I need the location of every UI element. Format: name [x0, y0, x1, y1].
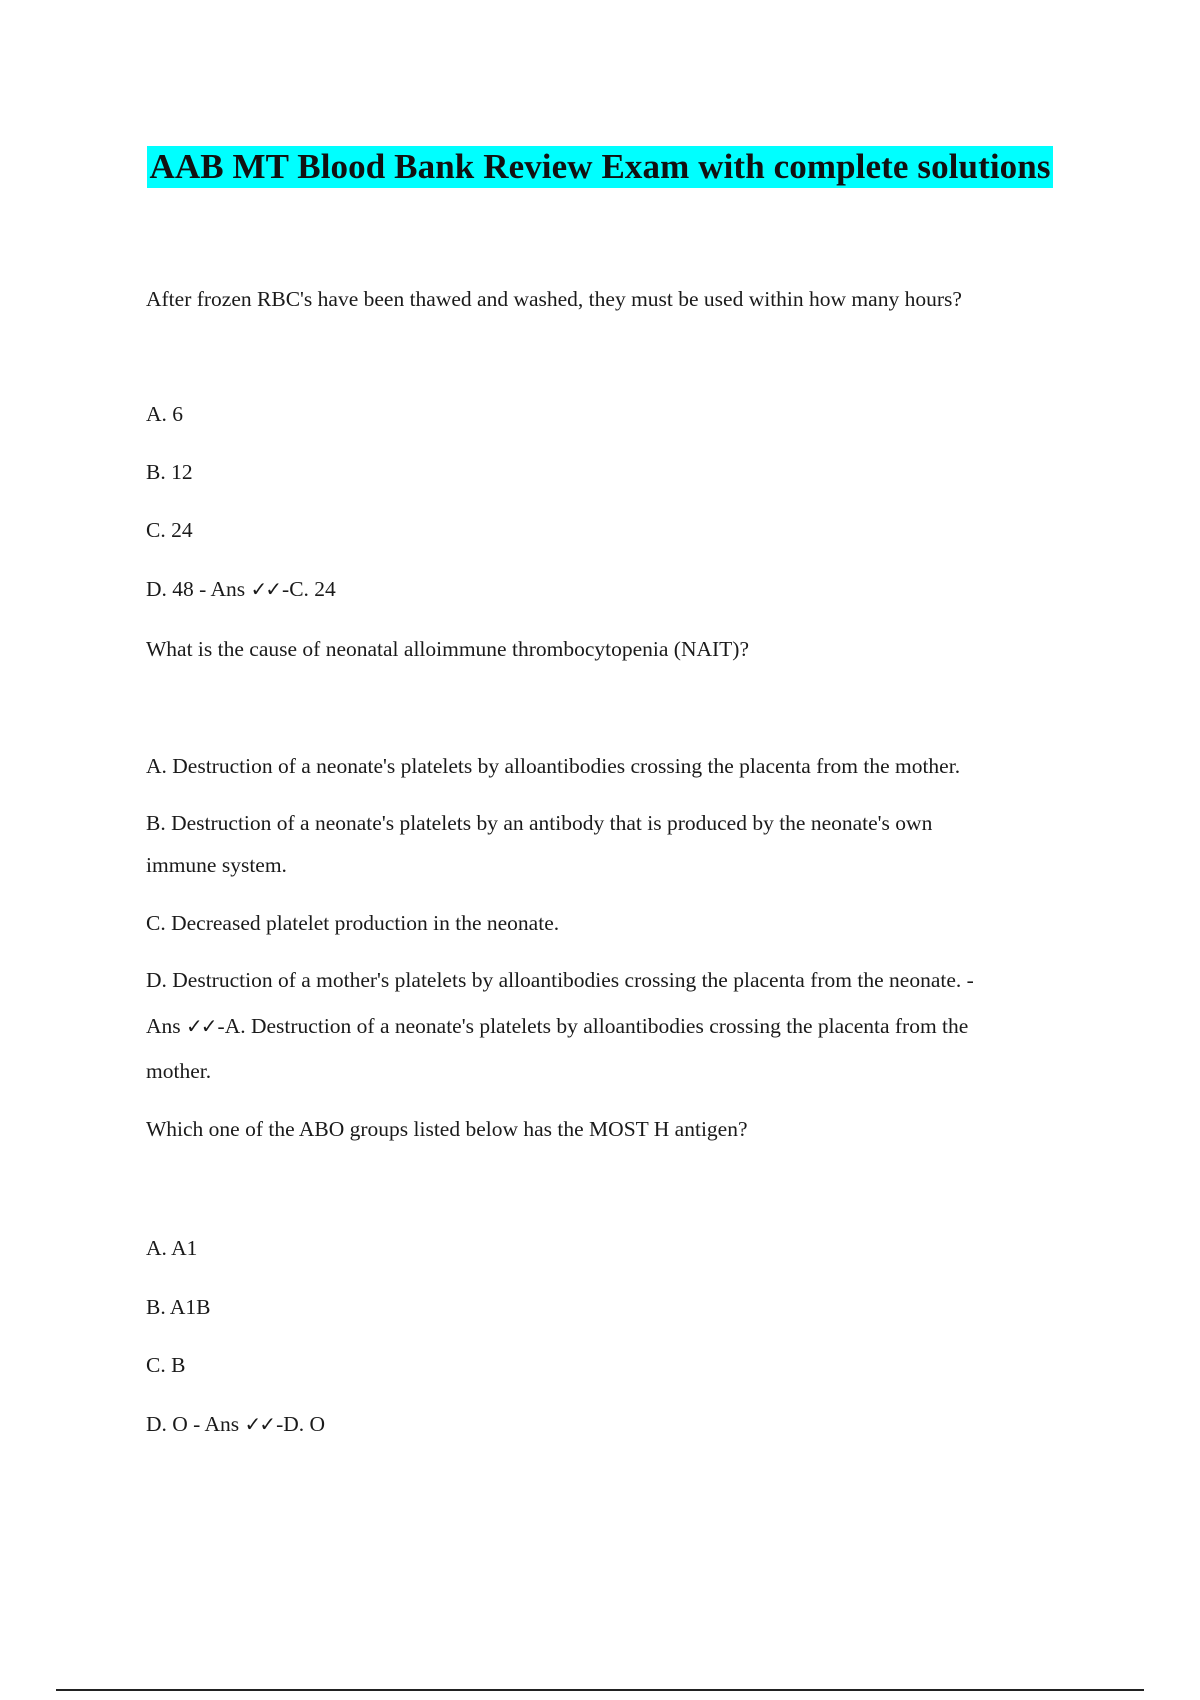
check-mark-icon: ✓✓: [250, 577, 281, 601]
question-1-option-d: D. 48 - Ans: [146, 577, 251, 601]
question-3-option-d: D. O - Ans: [146, 1412, 245, 1436]
question-3-text: Which one of the ABO groups listed below has the MOST H antigen?: [146, 1117, 748, 1141]
question-2-answer: -A. Destruction of a neonate's platelets by alloantibodies crossing the placenta from the: [217, 1014, 969, 1038]
question-3-option-a: A. A1: [146, 1236, 198, 1260]
question-3-option-c: C. B: [146, 1353, 186, 1377]
question-2-answer-line: [146, 1004, 1086, 1048]
question-1-answer: -C. 24: [282, 577, 336, 601]
question-2-answer-prefix: Ans: [146, 1014, 187, 1038]
question-1-option-b: B. 12: [146, 460, 193, 484]
question-1-text: After frozen RBC's have been thawed and washed, they must be used within how many hours?: [146, 287, 962, 311]
question-2-answer-cont: mother.: [146, 1059, 212, 1083]
document-title: AAB MT Blood Bank Review Exam with complete solutions: [149, 147, 1051, 186]
question-3-option-b: B. A1B: [146, 1295, 211, 1319]
question-2-option-c: C. Decreased platelet production in the neonate.: [146, 911, 560, 935]
check-mark-icon: ✓✓: [244, 1412, 275, 1436]
question-2-text: What is the cause of neonatal alloimmune thrombocytopenia (NAIT)?: [146, 637, 749, 661]
title-container: [0, 146, 1200, 188]
question-1-option-d-answer: [146, 567, 1086, 611]
question-1-option-c: C. 24: [146, 518, 193, 542]
check-mark-icon: ✓✓: [186, 1014, 216, 1038]
question-2-option-a: A. Destruction of a neonate's platelets by alloantibodies crossing the placenta from the mother.: [146, 754, 961, 778]
footer-rule: [56, 1689, 1144, 1691]
question-2-option-b-cont: immune system.: [146, 853, 287, 877]
question-3-option-d-answer: [146, 1402, 1086, 1446]
question-2-option-b: B. Destruction of a neonate's platelets by an antibody that is produced by the neonate's own: [146, 811, 933, 835]
question-1-option-a: A. 6: [146, 402, 184, 426]
question-3-answer: -D. O: [276, 1412, 326, 1436]
question-2-option-d: D. Destruction of a mother's platelets by alloantibodies crossing the placenta from the neonate. -: [146, 968, 974, 992]
